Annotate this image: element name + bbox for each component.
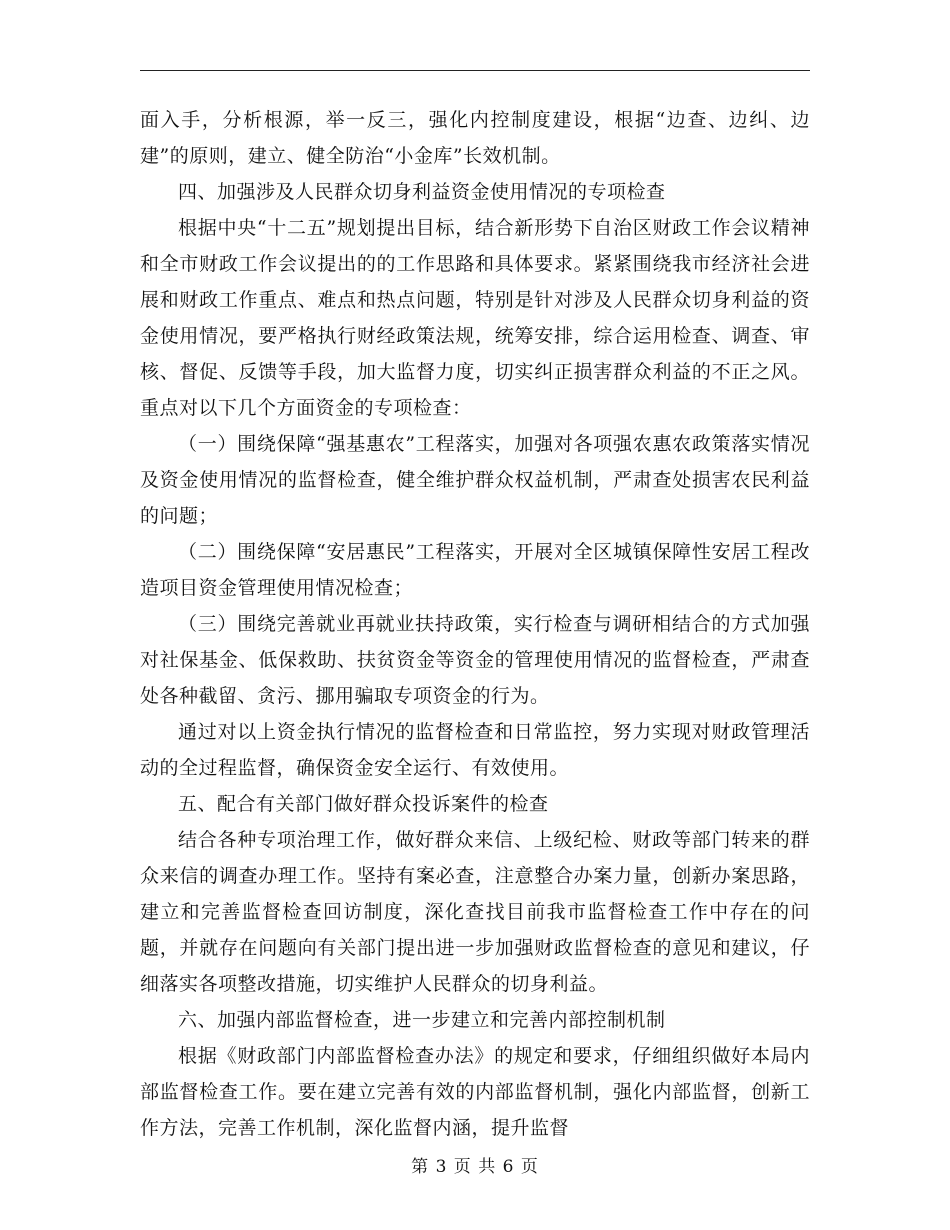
section-heading-5: 五、配合有关部门做好群众投诉案件的检查 xyxy=(178,793,549,815)
paragraph-continuation: 面入手，分析根源，举一反三，强化内控制度建设，根据“边查、边纠、边建”的原则，建立、健全防治“小金库”长效机制。 xyxy=(140,109,810,167)
paragraph-section-4-intro: 根据中央“十二五”规划提出目标，结合新形势下自治区财政工作会议精神和全市财政工作会议提出的的工作思路和具体要求。紧紧围绕我市经济社会进展和财政工作重点、难点和热点问题，特别是针对涉及人民群众切身利益的资金使用情况，要严格执行财经政策法规，统筹安排，综合运用检查、调查、审核、督促、反馈等手段，加大监督力度，切实纠正损害群众利益的不正之风。重点对以下几个方面资金的专项检查： xyxy=(140,217,810,419)
section-heading-6: 六、加强内部监督检查，进一步建立和完善内部控制机制 xyxy=(178,1009,666,1031)
paragraph-item-1: （一）围绕保障“强基惠农”工程落实，加强对各项强农惠农政策落实情况及资金使用情况的监督检查，健全维护群众权益机制，严肃查处损害农民利益的问题； xyxy=(140,433,810,527)
section-heading-4: 四、加强涉及人民群众切身利益资金使用情况的专项检查 xyxy=(178,181,666,203)
paragraph-item-3: （三）围绕完善就业再就业扶持政策，实行检查与调研相结合的方式加强对社保基金、低保救助、扶贫资金等资金的管理使用情况的监督检查，严肃查处各种截留、贪污、挪用骗取专项资金的行为。 xyxy=(140,613,810,707)
document-body xyxy=(140,102,810,1146)
paragraph-section-5-body: 结合各种专项治理工作，做好群众来信、上级纪检、财政等部门转来的群众来信的调查办理工作。坚持有案必查，注意整合办案力量，创新办案思路，建立和完善监督检查回访制度，深化查找目前我市监督检查工作中存在的问题，并就存在问题向有关部门提出进一步加强财政监督检查的意见和建议，仔细落实各项整改措施，切实维护人民群众的切身利益。 xyxy=(140,829,810,995)
header-rule xyxy=(140,70,810,71)
paragraph-item-2: （二）围绕保障“安居惠民”工程落实，开展对全区城镇保障性安居工程改造项目资金管理使用情况检查； xyxy=(140,541,810,599)
page-number-footer: 第 3 页 共 6 页 xyxy=(411,1157,539,1177)
paragraph-section-6-body: 根据《财政部门内部监督检查办法》的规定和要求，仔细组织做好本局内部监督检查工作。要在建立完善有效的内部监督机制，强化内部监督，创新工作方法，完善工作机制，深化监督内涵，提升监督 xyxy=(140,1045,810,1139)
paragraph-section-4-summary: 通过对以上资金执行情况的监督检查和日常监控，努力实现对财政管理活动的全过程监督，确保资金安全运行、有效使用。 xyxy=(140,721,810,779)
